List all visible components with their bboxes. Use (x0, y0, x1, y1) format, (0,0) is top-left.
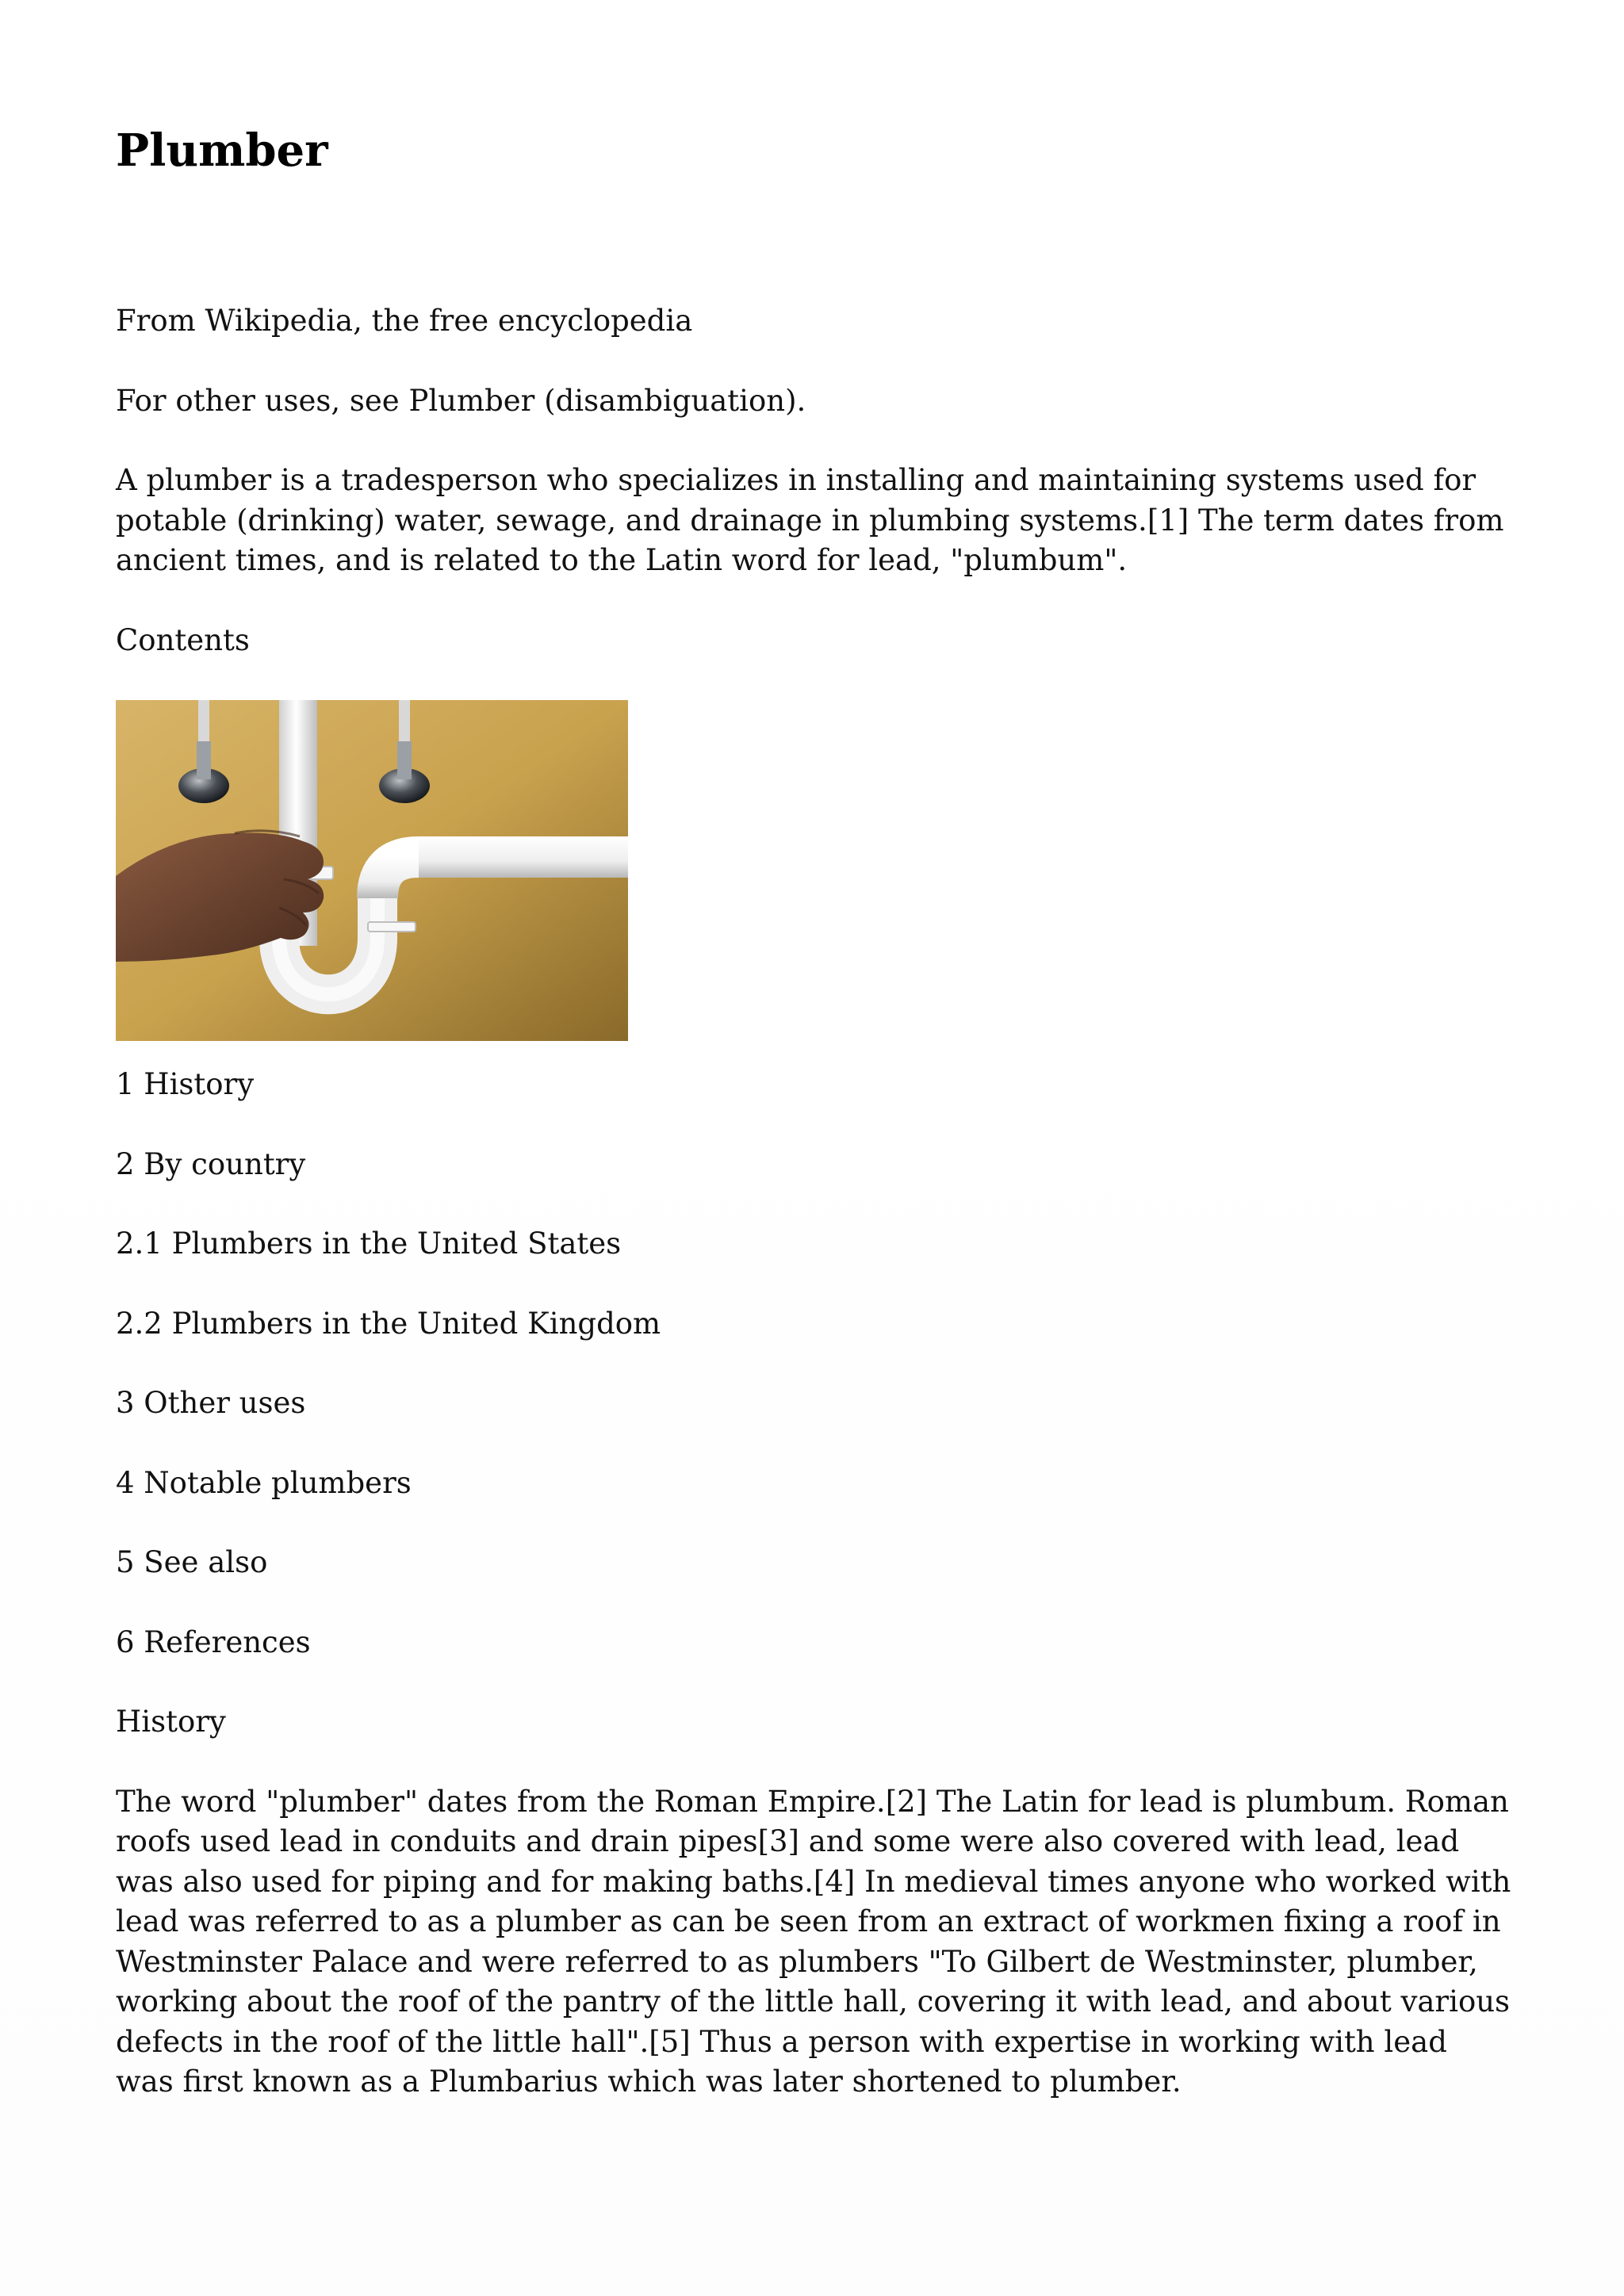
toc-item-see-also[interactable]: 5 See also (116, 1545, 268, 1579)
history-heading: History (116, 1705, 226, 1739)
toc-item-references[interactable]: 6 References (116, 1624, 311, 1659)
toc-item-plumbers-united-states[interactable]: 2.1 Plumbers in the United States (116, 1226, 622, 1261)
toc-item-other-uses[interactable]: 3 Other uses (116, 1386, 306, 1420)
page-title: Plumber (116, 124, 328, 177)
plumbing-pipe-photo (116, 700, 628, 1041)
disambiguation-hatnote[interactable]: For other uses, see Plumber (disambiguation). (116, 383, 806, 418)
article-tagline: From Wikipedia, the free encyclopedia (116, 304, 693, 338)
intro-paragraph: A plumber is a tradesperson who specializes in installing and maintaining systems used for potable (drinking) water, sewage, and drainage in plumbing systems.[1] The term dates from ancient times, and is related to the Latin word for lead, "plumbum". (116, 463, 1504, 577)
toc-item-notable-plumbers[interactable]: 4 Notable plumbers (116, 1465, 412, 1500)
article-body (116, 119, 1511, 2103)
toc-item-plumbers-united-kingdom[interactable]: 2.2 Plumbers in the United Kingdom (116, 1306, 661, 1341)
toc-item-by-country[interactable]: 2 By country (116, 1146, 306, 1181)
toc-item-history[interactable]: 1 History (116, 1067, 255, 1101)
history-paragraph: The word "plumber" dates from the Roman Empire.[2] The Latin for lead is plumbum. Roman roofs used lead in conduits and drain pipes[3] and some were also covered with lead, lead was also used for piping and for making baths.[4] In medieval times anyone who worked with lead was referred to as a plumber as can be seen from an extract of workmen fixing a roof in Westminster Palace and were referred to as plumbers "To Gilbert de Westminster, plumber, working about the roof of the pantry of the little hall, covering it with lead, and about various defects in the roof of the little hall".[5] Thus a person with expertise in working with lead was first known as a Plumbarius which was later shortened to plumber. (116, 1784, 1511, 2099)
table-of-contents (116, 1065, 1511, 1663)
contents-label: Contents (116, 622, 250, 657)
